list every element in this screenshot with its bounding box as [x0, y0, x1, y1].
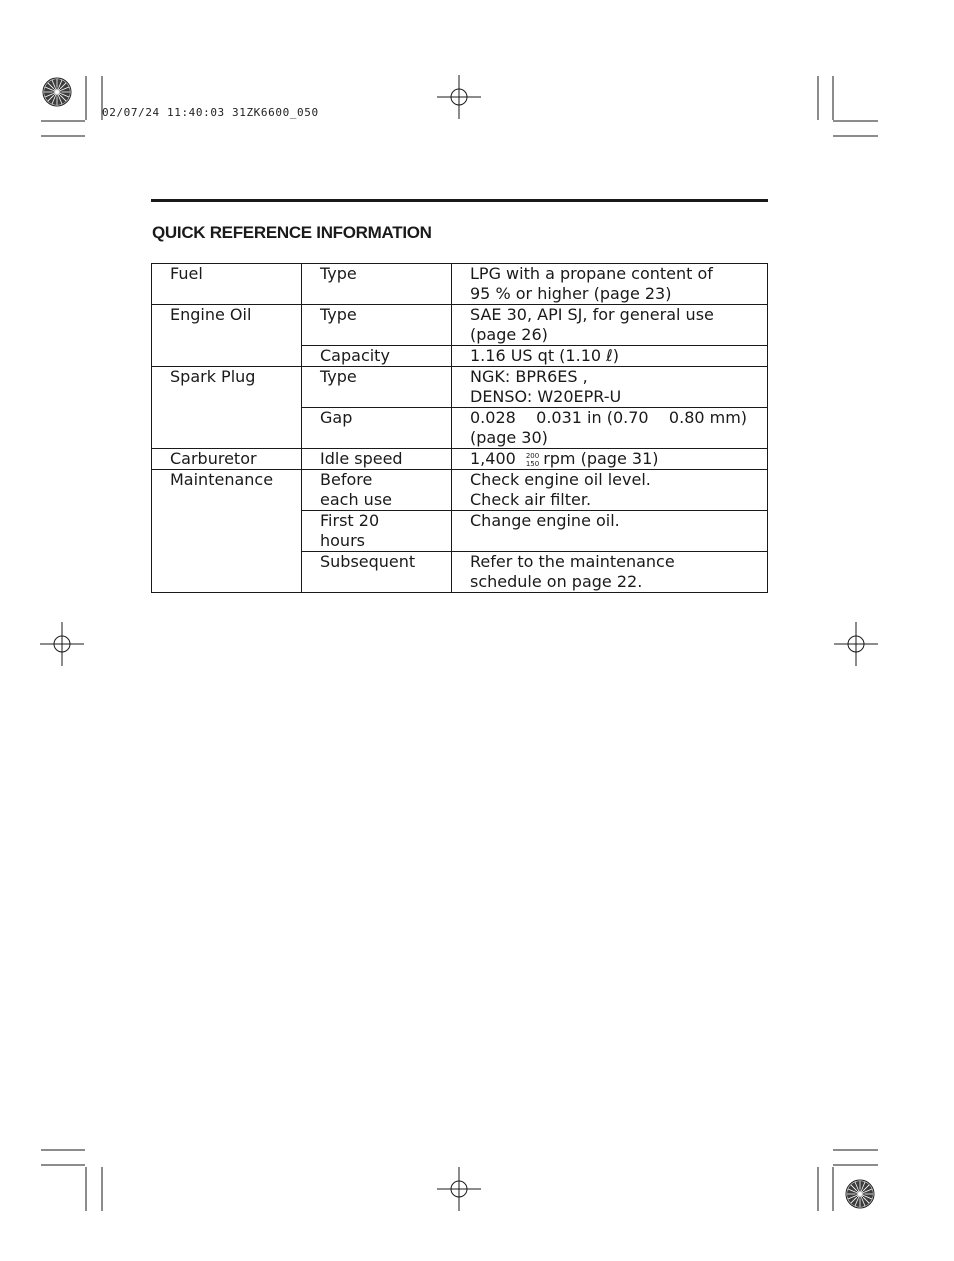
table-row — [152, 470, 768, 511]
item-cell: Capacity — [302, 346, 452, 367]
value-cell: LPG with a propane content of 95 % or higher (page 23) — [452, 264, 768, 305]
idle-speed-tolerance: 200 150 — [525, 451, 540, 468]
value-cell: Check engine oil level. Check air filter. — [452, 470, 768, 511]
idle-speed-value: 1,400 — [470, 449, 516, 468]
item-cell: Subsequent — [302, 552, 452, 593]
item-cell: Type — [302, 264, 452, 305]
table-row — [152, 264, 768, 305]
category-cell: Spark Plug — [152, 367, 302, 449]
table-row — [152, 305, 768, 346]
value-cell: Refer to the maintenance schedule on page 22. — [452, 552, 768, 593]
print-timestamp: 02/07/24 11:40:03 31ZK6600_050 — [102, 106, 319, 119]
item-cell: Type — [302, 305, 452, 346]
value-cell: 0.028 0.031 in (0.70 0.80 mm) (page 30) — [452, 408, 768, 449]
item-cell: First 20 hours — [302, 511, 452, 552]
value-cell: NGK: BPR6ES , DENSO: W20EPR-U — [452, 367, 768, 408]
category-cell: Maintenance — [152, 470, 302, 593]
item-cell: Before each use — [302, 470, 452, 511]
value-cell: SAE 30, API SJ, for general use (page 26) — [452, 305, 768, 346]
header-rule — [151, 199, 768, 202]
value-cell: Change engine oil. — [452, 511, 768, 552]
table-row — [152, 367, 768, 408]
item-cell: Gap — [302, 408, 452, 449]
value-cell: 1.16 US qt (1.10 ℓ) — [452, 346, 768, 367]
page-title: QUICK REFERENCE INFORMATION — [152, 223, 432, 242]
item-cell: Type — [302, 367, 452, 408]
category-cell: Carburetor — [152, 449, 302, 470]
item-cell: Idle speed — [302, 449, 452, 470]
table-row — [152, 449, 768, 470]
value-cell: 1,400 200 150 rpm (page 31) — [452, 449, 768, 470]
quick-reference-table — [151, 263, 768, 593]
category-cell: Fuel — [152, 264, 302, 305]
category-cell: Engine Oil — [152, 305, 302, 367]
